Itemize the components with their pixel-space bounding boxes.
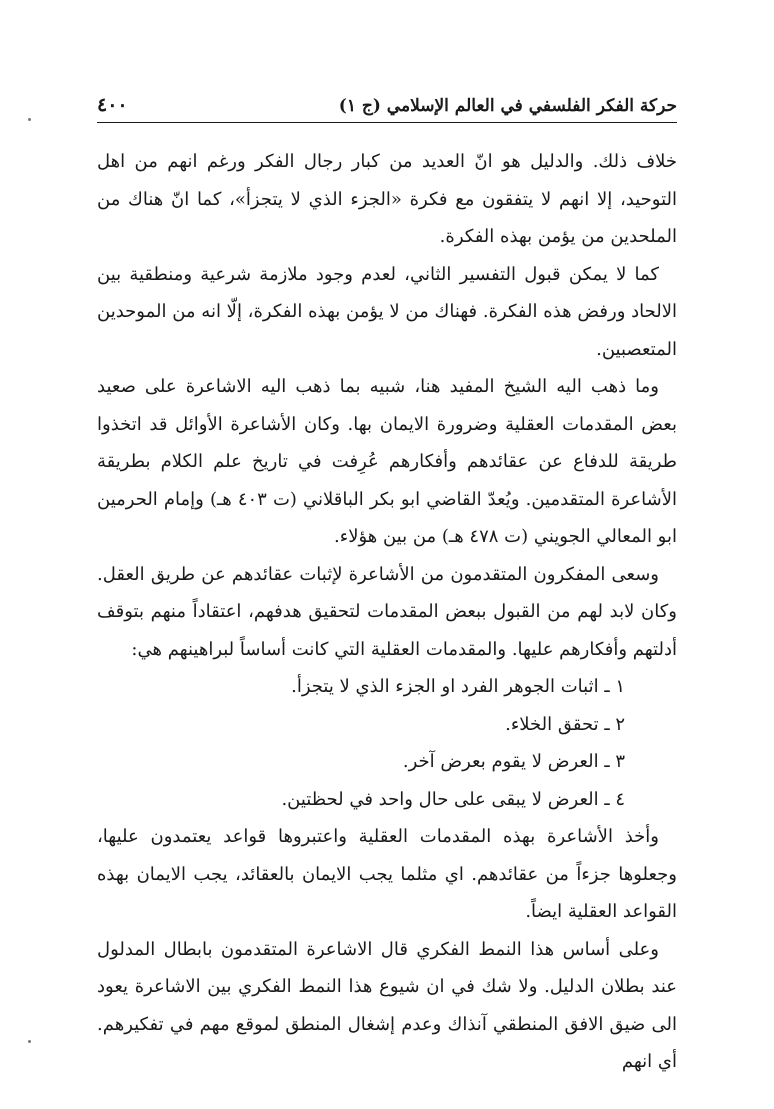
body-text bbox=[97, 143, 677, 1081]
margin-speck bbox=[28, 118, 31, 121]
paragraph: كما لا يمكن قبول التفسير الثاني، لعدم وجود ملازمة شرعية ومنطقية بين الالحاد ورفض هذه الفكرة. فهناك من لا يؤمن بهذه الفكرة، إلّا انه من الموحدين المتعصبين. bbox=[97, 263, 677, 360]
paragraph: وعلى أساس هذا النمط الفكري قال الاشاعرة المتقدمون بابطال المدلول عند بطلان الدليل. ولا شك في ان شيوع هذا النمط الفكري بين الاشاعرة يعود الى ضيق الافق المنطقي آنذاك وعدم إشغال المنطق لموقع مهم في تفكيرهم. أي انهم bbox=[97, 938, 677, 1072]
page-number: ٤٠٠ bbox=[97, 94, 128, 116]
paragraph: خلاف ذلك. والدليل هو انّ العديد من كبار رجال الفكر ورغم انهم من اهل التوحيد، إلا انهم لا يتفقون مع فكرة «الجزء الذي لا يتجزأ»، كما انّ هناك من الملحدين من يؤمن بهذه الفكرة. bbox=[97, 151, 677, 247]
running-header-title: حركة الفكر الفلسفي في العالم الإسلامي (ج ١) bbox=[338, 96, 677, 116]
list-item: ١ ـ اثبات الجوهر الفرد او الجزء الذي لا يتجزأ. bbox=[291, 676, 625, 697]
paragraph: وما ذهب اليه الشيخ المفيد هنا، شبيه بما ذهب اليه الاشاعرة على صعيد بعض المقدمات العقلية وضرورة الايمان بها. وكان الأشاعرة الأوائل قد اتخذوا طريقة للدفاع عن عقائدهم وأفكارهم عُرِفت في تاريخ علم الكلام بطريقة الأشاعرة المتقدمين. ويُعدّ القاضي ابو بكر الباقلاني (ت ٤٠٣ هـ) وإمام الحرمين ابو المعالي الجويني (ت ٤٧٨ هـ) من بين هؤلاء. bbox=[97, 376, 677, 547]
list-item: ٢ ـ تحقق الخلاء. bbox=[505, 713, 625, 735]
paragraph: وسعى المفكرون المتقدمون من الأشاعرة لإثبات عقائدهم عن طريق العقل. وكان لابد لهم من القبول ببعض المقدمات لتحقيق هدفهم، اعتقاداً منهم بتوقف أدلتهم وأفكارهم عليها. والمقدمات العقلية التي كانت أساساً لبراهينهم هي: bbox=[97, 563, 677, 660]
book-page bbox=[97, 92, 677, 1081]
list-item: ٤ ـ العرض لا يبقى على حال واحد في لحظتين. bbox=[281, 788, 625, 810]
margin-speck bbox=[28, 1040, 31, 1043]
list-item: ٣ ـ العرض لا يقوم بعرض آخر. bbox=[402, 751, 625, 772]
running-header bbox=[97, 92, 677, 123]
paragraph: وأخذ الأشاعرة بهذه المقدمات العقلية واعتبروها قواعد يعتمدون عليها، وجعلوها جزءاً من عقائدهم. اي مثلما يجب الايمان بالعقائد، يجب الايمان بهذه القواعد العقلية ايضاً. bbox=[97, 826, 677, 922]
